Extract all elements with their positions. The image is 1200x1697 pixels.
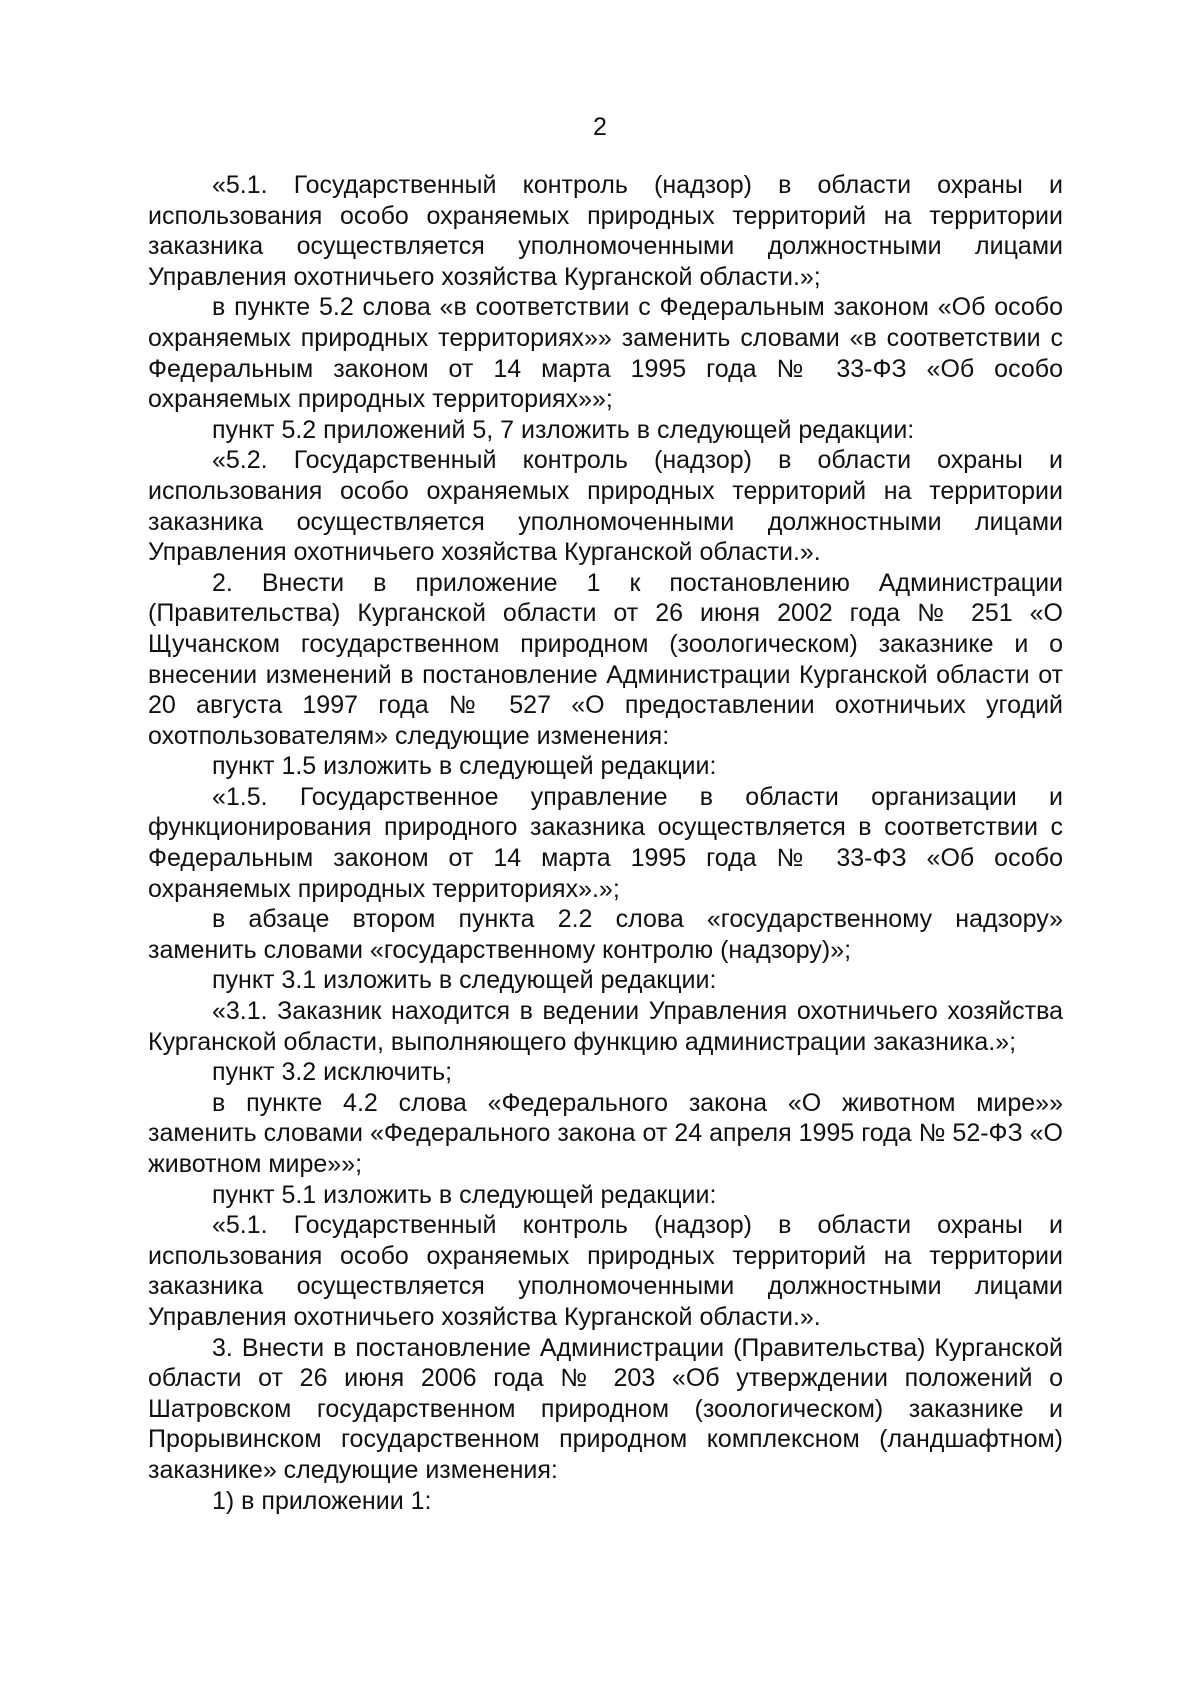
paragraph: пункт 3.1 изложить в следующей редакции: [212,966,717,995]
paragraph: «5.1. Государственный контроль (надзор) в области охраны и использования особо охраняемых природных территорий на территории заказника осуществляется уполномоченными должностными лицами Управления охотничьего хозяйства Курганской области.»; [148,171,1063,291]
paragraph: пункт 5.1 изложить в следующей редакции: [212,1180,717,1209]
paragraph: 2. Внести в приложение 1 к постановлению Администрации (Правительства) Курганской области от 26 июня 2002 года № 251 «О Щучанском государственном природном (зоологическом) заказнике и о внесении изменений в постановление Администрации Курганской области от 20 августа 1997 года № 527 «О предоставлении охотничьих угодий охотпользователям» следующие изменения: [148,568,1063,750]
paragraph: 1) в приложении 1: [212,1486,432,1515]
paragraph: в пункте 5.2 слова «в соответствии с Федеральным законом «Об особо охраняемых природных территориях»» заменить словами «в соответствии с Федеральным законом от 14 марта 1995 года № 33-ФЗ «Об особо охраняемых природных территориях»»; [148,293,1063,414]
paragraph: «5.2. Государственный контроль (надзор) в области охраны и использования особо охраняемых природных территорий на территории заказника осуществляется уполномоченными должностными лицами Управления охотничьего хозяйства Курганской области.». [148,446,1063,567]
paragraph: «1.5. Государственное управление в области организации и функционирования природного заказника осуществляется в соответствии с Федеральным законом от 14 марта 1995 года № 33-ФЗ «Об особо охраняемых природных территориях».»; [148,782,1063,903]
paragraph: в пункте 4.2 слова «Федерального закона «О животном мире»» заменить словами «Федерального закона от 24 апреля 1995 года № 52-ФЗ «О животном мире»»; [148,1088,1063,1178]
page-number: 2 [593,113,607,141]
paragraph: в абзаце втором пункта 2.2 слова «государственному надзору» заменить словами «государственному контролю (надзору)»; [148,905,1063,964]
paragraph: «5.1. Государственный контроль (надзор) в области охраны и использования особо охраняемых природных территорий на территории заказника осуществляется уполномоченными должностными лицами Управления охотничьего хозяйства Курганской области.». [148,1211,1063,1331]
paragraph: пункт 1.5 изложить в следующей редакции: [212,752,717,781]
paragraph: пункт 3.2 исключить; [212,1058,453,1087]
document-body [148,170,1063,1516]
paragraph: пункт 5.2 приложений 5, 7 изложить в следующей редакции: [212,415,915,444]
paragraph: «3.1. Заказник находится в ведении Управления охотничьего хозяйства Курганской области, выполняющего функцию администрации заказника.»; [148,997,1063,1056]
paragraph: 3. Внести в постановление Администрации (Правительства) Курганской области от 26 июня 2006 года № 203 «Об утверждении положений о Шатровском государственном природном (зоологическом) заказнике и Прорывинском государственном природном комплексном (ландшафтном) заказнике» следующие изменения: [148,1333,1063,1484]
